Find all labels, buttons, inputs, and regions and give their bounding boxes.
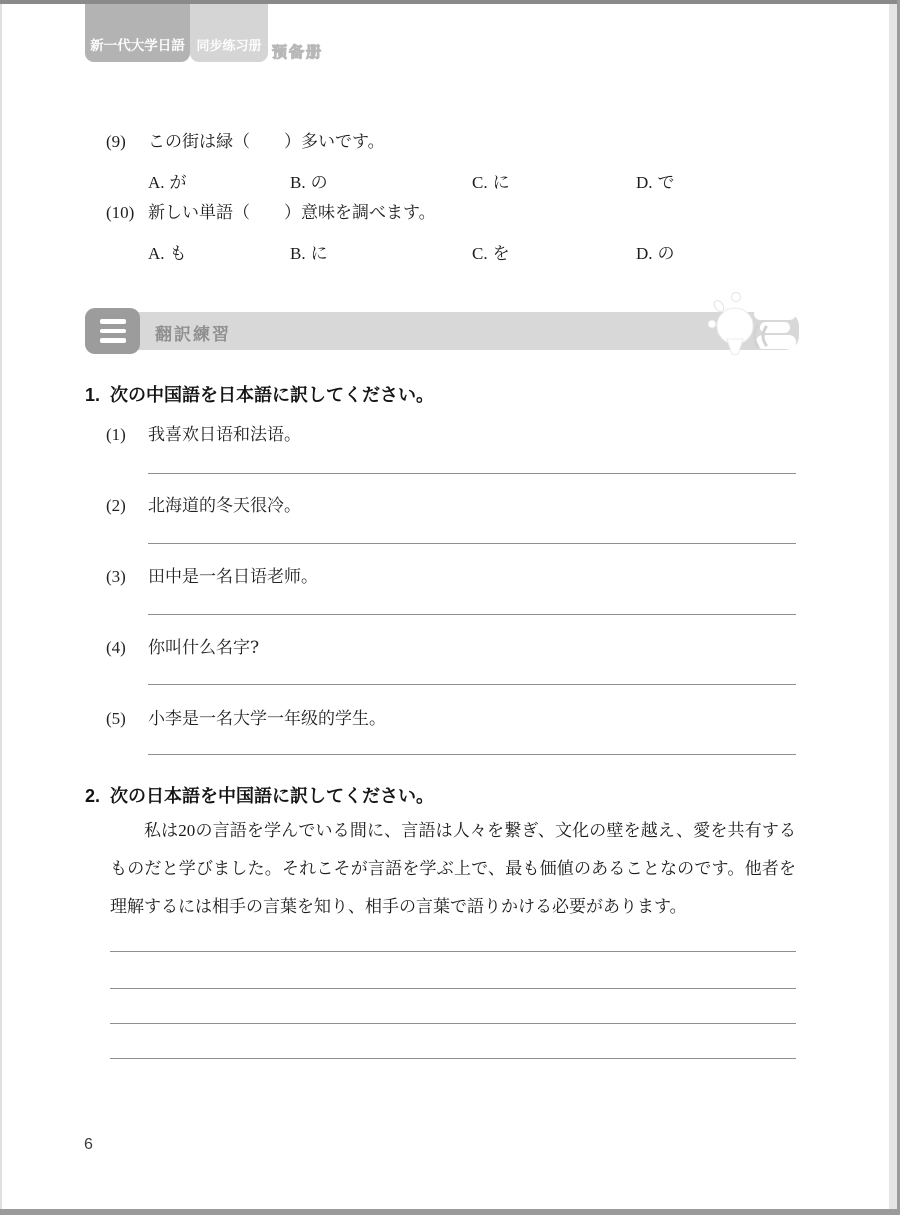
part1-item-3 — [106, 562, 806, 587]
item-text: 小李是一名大学一年级的学生。 — [148, 709, 386, 729]
header-tab-book — [190, 4, 268, 62]
question-10-options — [148, 239, 808, 263]
option-text: も — [169, 244, 187, 263]
option-key: D. — [636, 244, 653, 263]
question-10-number: (10) — [106, 203, 135, 222]
question-9-options — [148, 168, 808, 192]
part1-item-1 — [106, 420, 806, 445]
lightbulb-idea-icon — [700, 291, 804, 363]
answer-line — [148, 754, 796, 755]
item-text: 田中是一名日语老师。 — [148, 567, 318, 587]
page-edge-right-shadow — [889, 4, 897, 1209]
header-tab-book-label: 同步练习册 — [196, 38, 262, 53]
option-key: B. — [290, 173, 306, 192]
option-text: の — [657, 244, 675, 263]
answer-line — [148, 543, 796, 544]
answer-line — [110, 1023, 796, 1024]
answer-line — [148, 614, 796, 615]
question-9 — [106, 132, 806, 152]
item-number: (2) — [106, 496, 126, 515]
option-10-d — [636, 239, 675, 264]
answer-line — [148, 684, 796, 685]
item-text: 你叫什么名字? — [148, 638, 260, 658]
part2-title-text: 次の日本語を中国語に訳してください。 — [110, 786, 434, 806]
section-title: 翻訳練習 — [155, 325, 231, 344]
item-text: 我喜欢日语和法语。 — [148, 425, 301, 445]
header-tab-series — [85, 4, 190, 62]
menu-lines-icon — [85, 308, 140, 354]
option-10-b — [290, 239, 328, 264]
part1-title — [85, 381, 434, 407]
part1-number: 1. — [85, 385, 101, 405]
part2-passage: 私は20の言語を学んでいる間に、言語は人々を繋ぎ、文化の壁を越え、愛を共有するものだと学びました。それこそが言語を学ぶ上で、最も価値のあることなのです。他者を理解するには相手の言葉を知り、相手の言葉で語りかける必要があります。 — [110, 821, 796, 916]
part2-title — [85, 782, 434, 808]
menu-line — [100, 329, 126, 334]
menu-line — [100, 338, 126, 343]
header-tab-series-label: 新一代大学日語 — [90, 38, 185, 53]
item-number: (1) — [106, 425, 126, 444]
option-key: D. — [636, 173, 653, 192]
option-key: A. — [148, 244, 165, 263]
page-edge-bottom — [0, 1209, 900, 1215]
item-number: (4) — [106, 638, 126, 657]
part1-item-4 — [106, 633, 806, 658]
option-text: を — [492, 244, 510, 263]
question-9-text: この街は緑（ ）多いです。 — [148, 132, 385, 151]
part1-item-5 — [106, 704, 806, 729]
option-9-a — [148, 168, 187, 193]
item-number: (5) — [106, 709, 126, 728]
question-10 — [106, 203, 806, 223]
part2-number: 2. — [85, 786, 101, 806]
option-text: に — [492, 173, 510, 192]
page-number: 6 — [84, 1136, 93, 1153]
header-tab-volume-label: 预备册 — [272, 44, 324, 61]
item-number: (3) — [106, 567, 126, 586]
option-text: が — [169, 173, 187, 192]
page-edge-left — [0, 4, 2, 1209]
question-10-text: 新しい単語（ ）意味を調べます。 — [148, 203, 436, 222]
answer-line — [110, 988, 796, 989]
option-9-c — [472, 168, 510, 193]
option-9-b — [290, 168, 328, 193]
menu-line — [100, 319, 126, 324]
option-key: A. — [148, 173, 165, 192]
item-text: 北海道的冬天很冷。 — [148, 496, 301, 516]
option-text: の — [310, 173, 328, 192]
answer-line — [148, 473, 796, 474]
answer-line — [110, 1058, 796, 1059]
option-text: で — [657, 173, 675, 192]
option-10-c — [472, 239, 510, 264]
option-10-a — [148, 239, 187, 264]
option-key: C. — [472, 244, 488, 263]
question-9-number: (9) — [106, 132, 126, 151]
option-text: に — [310, 244, 328, 263]
part1-item-2 — [106, 491, 806, 516]
answer-line — [110, 951, 796, 952]
part1-title-text: 次の中国語を日本語に訳してください。 — [110, 385, 434, 405]
option-9-d — [636, 168, 675, 193]
option-key: B. — [290, 244, 306, 263]
option-key: C. — [472, 173, 488, 192]
